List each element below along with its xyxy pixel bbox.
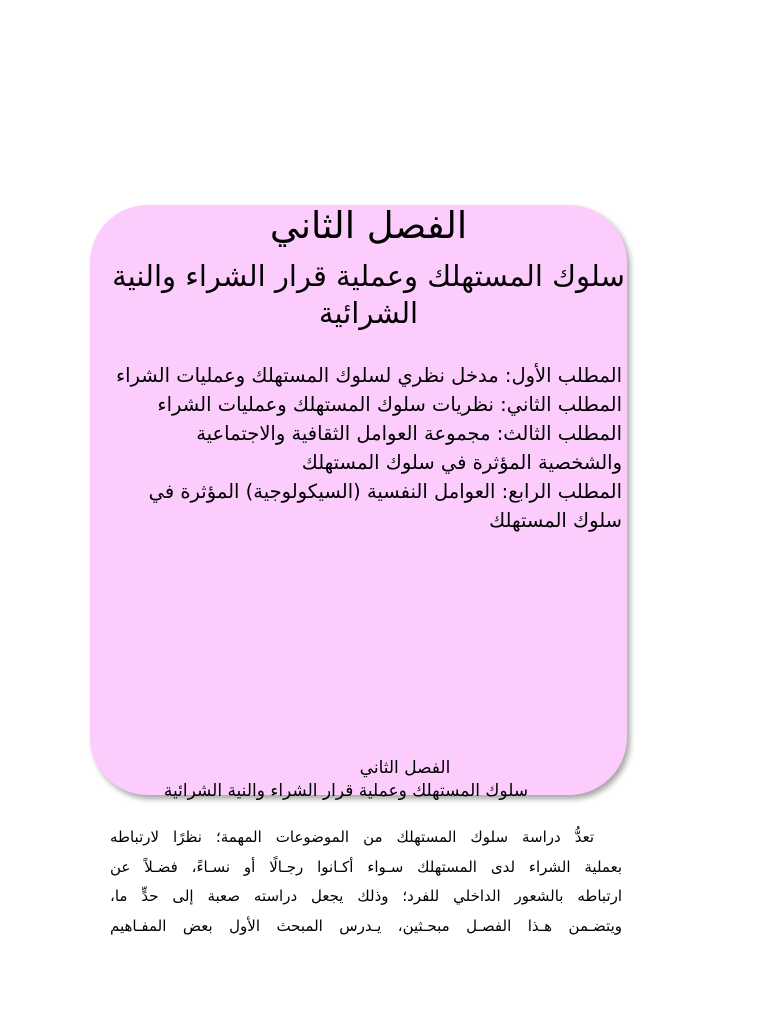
paragraph-line-4: ويتضـمن هـذا الفصـل مبحـثين، يـدرس المبحث الأول بعض المفـاهيم bbox=[110, 916, 622, 935]
section-heading-title: سلوك المستهلك وعملية قرار الشراء والنية الشرائية bbox=[163, 781, 529, 801]
chapter-contents-list bbox=[110, 361, 622, 535]
chapter-subtitle: سلوك المستهلك وعملية قرار الشراء والنية الشرائية bbox=[112, 259, 625, 330]
paragraph-line-2: بعملية الشراء لدى المستهلك سـواء أكـانوا رجـالًا أو نسـاءً، فضـلاً عن bbox=[110, 857, 622, 876]
toc-item-2: المطلب الثاني: نظريات سلوك المستهلك وعمليات الشراء bbox=[157, 393, 622, 416]
section-heading-chapter: الفصل الثاني bbox=[359, 758, 451, 778]
toc-item-3: المطلب الثالث: مجموعة العوامل الثقافية والاجتماعية والشخصية المؤثرة في سلوك المستهلك bbox=[196, 422, 622, 474]
toc-item-1: المطلب الأول: مدخل نظري لسلوك المستهلك وعمليات الشراء bbox=[115, 364, 622, 387]
chapter-title: الفصل الثاني bbox=[269, 204, 468, 247]
body-paragraph bbox=[110, 823, 622, 941]
toc-item-4: المطلب الرابع: العوامل النفسية (السيكولوجية) المؤثرة في سلوك المستهلك bbox=[148, 480, 622, 532]
paragraph-line-1: تعدُّ دراسة سلوك المستهلك من الموضوعات المهمة؛ نظرًا لارتباطه bbox=[110, 828, 594, 846]
section-heading bbox=[110, 757, 690, 803]
paragraph-line-3: ارتباطه بالشعور الداخلي للفرد؛ وذلك يجعل دراسته صعبة إلى حدٍّ ما، bbox=[110, 887, 622, 905]
